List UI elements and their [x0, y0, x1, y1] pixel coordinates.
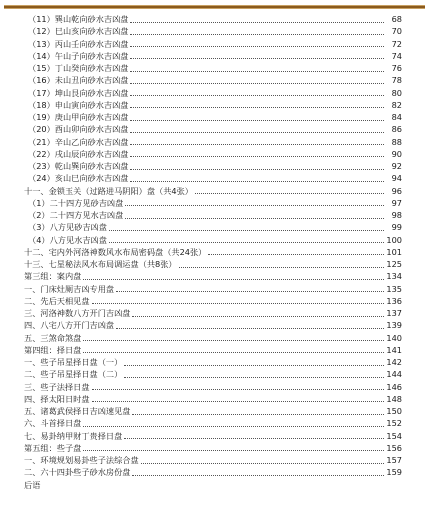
toc-leader-dots	[130, 126, 384, 133]
toc-entry	[24, 185, 402, 197]
toc-entry-title: 第四组：择日盘	[24, 344, 82, 355]
toc-entry-title: 一、些子吊星择日盘（一）	[24, 357, 123, 367]
toc-entry	[24, 234, 402, 246]
toc-leader-dots	[132, 469, 384, 476]
toc-entry	[24, 172, 402, 184]
toc-leader-dots	[132, 310, 384, 317]
toc-leader-dots	[130, 114, 384, 121]
toc-entry	[24, 295, 402, 307]
toc-entry-page: 148	[386, 393, 402, 404]
toc-entry-page: 154	[386, 430, 402, 441]
toc-entry-page: 142	[386, 357, 402, 367]
toc-entry-title: 十一、金锁玉关（过路进马阴阳）盘（共4张）	[24, 185, 193, 196]
toc-leader-dots	[130, 138, 384, 145]
toc-entry	[24, 197, 402, 209]
toc-entry-title: （20）酉山卯向砂水吉凶盘	[28, 124, 129, 135]
toc-entry-title: 一、门床灶厕吉凶专用盘	[24, 283, 115, 294]
toc-entry-page: 92	[391, 161, 402, 171]
toc-entry	[24, 74, 402, 86]
toc-entry-title: 二、六十四卦些子砂水房份盘	[24, 467, 131, 478]
toc-entry-title: 一、环境规划易卦些子法综合盘	[24, 455, 139, 465]
toc-entry	[24, 283, 402, 295]
toc-entry-title: （24）亥山巳向砂水吉凶盘	[28, 173, 129, 184]
toc-entry-title: （19）庚山甲向砂水吉凶盘	[28, 112, 129, 122]
toc-entry-page: 88	[391, 136, 402, 147]
toc-entry-page: 96	[391, 185, 402, 196]
toc-leader-dots	[141, 457, 384, 464]
toc-entry-page: 72	[391, 38, 402, 49]
toc-entry-page: 136	[386, 295, 402, 306]
toc-entry-page: 137	[386, 308, 402, 318]
toc-entry-title: 五、诸葛武侯择日吉凶速见盘	[24, 406, 131, 416]
toc-leader-dots	[109, 224, 384, 231]
toc-entry	[24, 393, 402, 405]
toc-entry-title: 二、些子吊星择日盘（二）	[24, 369, 123, 380]
toc-entry-title: （14）午山子向砂水吉凶盘	[28, 50, 129, 61]
toc-entry-page: 150	[386, 406, 402, 416]
decorative-top-border	[4, 3, 425, 11]
toc-leader-dots	[116, 285, 384, 292]
toc-entry	[24, 270, 402, 282]
toc-entry-page: 157	[386, 455, 402, 465]
toc-entry	[24, 258, 402, 270]
toc-entry-title: 三、河洛神数八方开门吉凶盘	[24, 308, 131, 318]
toc-entry	[24, 479, 402, 491]
toc-leader-dots	[83, 444, 384, 451]
toc-entry	[24, 466, 402, 478]
toc-entry-page: 68	[391, 14, 402, 24]
toc-entry	[24, 246, 402, 258]
toc-entry-page: 74	[391, 50, 402, 61]
toc-entry-title: 五、三煞命煞盘	[24, 332, 82, 343]
toc-entry-title: 第三组：案内盘	[24, 271, 82, 282]
toc-leader-dots	[130, 65, 384, 72]
toc-entry-title: 六、斗首择日盘	[24, 418, 82, 429]
toc-entry	[24, 344, 402, 356]
toc-entry	[24, 87, 402, 99]
toc-entry-page: 159	[386, 467, 402, 478]
toc-leader-dots	[92, 395, 384, 402]
toc-entry	[24, 405, 402, 417]
toc-entry-page: 135	[386, 283, 402, 294]
toc-entry	[24, 25, 402, 37]
toc-entry-page: 101	[386, 246, 402, 257]
toc-entry-page: 80	[391, 87, 402, 98]
border-pattern-icon	[4, 3, 425, 11]
toc-entry-title: 四、八宅八方开门吉凶盘	[24, 320, 115, 331]
toc-leader-dots	[130, 52, 384, 59]
toc-leader-dots	[92, 297, 384, 304]
toc-entry	[24, 13, 402, 25]
toc-leader-dots	[130, 16, 384, 23]
toc-entry-title: （3）八方见砂吉凶盘	[28, 222, 107, 233]
toc-entry	[24, 332, 402, 344]
toc-entry	[24, 62, 402, 74]
toc-leader-dots	[116, 322, 384, 329]
toc-entry-page: 141	[386, 344, 402, 355]
toc-entry-page: 125	[386, 259, 402, 269]
toc-leader-dots	[195, 187, 384, 194]
toc-entry-title: （1）二十四方见砂吉凶盘	[28, 197, 124, 208]
toc-entry-page: 152	[386, 418, 402, 429]
toc-entry-title: （16）未山丑向砂水吉凶盘	[28, 75, 129, 86]
toc-entry	[24, 381, 402, 393]
toc-entry	[24, 356, 402, 368]
toc-leader-dots	[130, 40, 384, 47]
toc-entry-page: 90	[391, 148, 402, 159]
toc-entry-page: 78	[391, 75, 402, 86]
toc-entry-page: 146	[386, 381, 402, 392]
toc-entry-title: （18）申山寅向砂水吉凶盘	[28, 99, 129, 110]
toc-entry-page: 140	[386, 332, 402, 343]
toc-entry-title: （4）八方见水吉凶盘	[28, 234, 107, 245]
toc-entry-page: 134	[386, 271, 402, 282]
toc-entry-page: 98	[391, 210, 402, 220]
table-of-contents	[24, 13, 402, 491]
toc-entry-page: 100	[386, 234, 402, 245]
toc-entry-title: 十二、宅内外河洛神数风水布局密码盘（共24张）	[24, 246, 207, 257]
toc-entry	[24, 160, 402, 172]
toc-leader-dots	[125, 212, 384, 219]
toc-entry-title: （2）二十四方见水吉凶盘	[28, 210, 124, 220]
toc-entry-title: （21）辛山乙向砂水吉凶盘	[28, 136, 129, 147]
toc-entry	[24, 209, 402, 221]
toc-entry	[24, 307, 402, 319]
toc-leader-dots	[130, 101, 384, 108]
toc-entry-page: 86	[391, 124, 402, 135]
toc-entry-page: 70	[391, 26, 402, 37]
toc-entry-page: 97	[391, 197, 402, 208]
toc-entry-title: （17）坤山艮向砂水吉凶盘	[28, 87, 129, 98]
toc-leader-dots	[125, 199, 384, 206]
toc-leader-dots	[124, 432, 384, 439]
toc-entry	[24, 221, 402, 233]
toc-leader-dots	[208, 248, 384, 255]
toc-entry-page: 156	[386, 442, 402, 453]
toc-entry-page: 76	[391, 63, 402, 73]
toc-entry	[24, 136, 402, 148]
toc-entry-page: 99	[391, 222, 402, 233]
toc-entry	[24, 454, 402, 466]
toc-leader-dots	[83, 334, 384, 341]
toc-entry-title: （11）巽山乾向砂水吉凶盘	[28, 14, 129, 24]
toc-entry	[24, 99, 402, 111]
toc-entry	[24, 111, 402, 123]
toc-entry-page: 94	[391, 173, 402, 184]
toc-entry-title: 四、择太阳日时盘	[24, 393, 90, 404]
toc-leader-dots	[83, 346, 384, 353]
toc-leader-dots	[92, 383, 384, 390]
toc-entry-title: （15）丁山癸向砂水吉凶盘	[28, 63, 129, 73]
toc-entry-title: （23）乾山巽向砂水吉凶盘	[28, 161, 129, 171]
toc-entry-page: 144	[386, 369, 402, 380]
toc-entry-title: 三、些子法择日盘	[24, 381, 90, 392]
toc-leader-dots	[130, 28, 384, 35]
toc-entry-title: 后语	[24, 479, 41, 490]
toc-entry	[24, 148, 402, 160]
toc-entry-title: （12）巳山亥向砂水吉凶盘	[28, 26, 129, 37]
toc-leader-dots	[83, 420, 384, 427]
toc-entry-title: 七、易卦纳甲财丁贵择日盘	[24, 430, 123, 441]
toc-entry	[24, 123, 402, 135]
toc-leader-dots	[130, 77, 384, 84]
toc-entry	[24, 50, 402, 62]
toc-entry-title: （13）丙山壬向砂水吉凶盘	[28, 38, 129, 49]
toc-leader-dots	[179, 261, 384, 268]
toc-entry-title: （22）戌山辰向砂水吉凶盘	[28, 148, 129, 159]
toc-leader-dots	[83, 273, 384, 280]
toc-entry-page: 82	[391, 99, 402, 110]
toc-leader-dots	[124, 371, 384, 378]
toc-leader-dots	[109, 236, 384, 243]
toc-leader-dots	[130, 89, 384, 96]
toc-leader-dots	[130, 163, 384, 170]
toc-leader-dots	[124, 359, 384, 366]
toc-entry	[24, 417, 402, 429]
toc-leader-dots	[130, 150, 384, 157]
toc-entry	[24, 430, 402, 442]
toc-entry-title: 二、先后天相见盘	[24, 295, 90, 306]
toc-entry	[24, 368, 402, 380]
toc-entry	[24, 442, 402, 454]
toc-leader-dots	[132, 408, 384, 415]
toc-entry-page: 139	[386, 320, 402, 331]
toc-entry	[24, 319, 402, 331]
toc-leader-dots	[130, 175, 384, 182]
toc-entry-page: 84	[391, 112, 402, 122]
toc-entry-title: 十三、七星秘法风水布局调运盘（共8张）	[24, 259, 177, 269]
toc-entry	[24, 38, 402, 50]
toc-entry-title: 第五组：些子盘	[24, 442, 82, 453]
